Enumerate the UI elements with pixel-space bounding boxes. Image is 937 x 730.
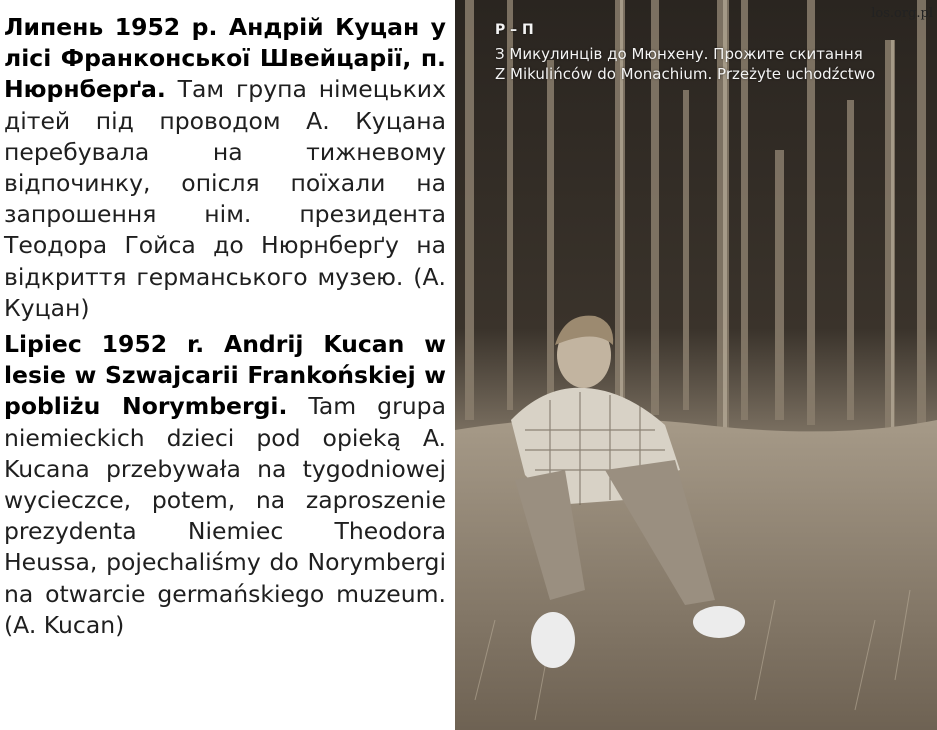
polish-heading: Lipiec 1952 r. Andrij Kucan w lesie w Szwajcarii Frankońskiej w pobliżu Norymbergi. [4,330,446,421]
ukrainian-paragraph [4,12,446,324]
forest-photo-image [455,0,937,730]
watermark: los.org.pl [871,6,933,21]
polish-body: Tam grupa niemieckich dzieci pod opieką A. Kucana przebywała na tygodniowej wycieczce, potem, na zaproszenie prezydenta Niemiec Theodora Heussa, pojechaliśmy do Norymbergi na otwarcie germańskiego muzeum. (A. Kucan) [4,392,446,639]
ukrainian-heading: Липень 1952 р. Андрій Куцан у лісі Франконської Швейцарії, п. Нюрнберґа. [4,13,446,104]
caption-code: Р – П [495,22,534,38]
text-column [4,12,446,641]
archival-photo [455,0,937,730]
photo-caption [495,20,875,85]
polish-paragraph [4,329,446,641]
ukrainian-body: Там група німецьких дітей під проводом А. Куцана перебувала на тижневому відпочинку, опісля поїхали на запрошення нім. президента Теодора Гойса до Нюрнберґу на відкриття германського музею. (А. Куцан) [4,75,446,322]
caption-line-polish: Z Mikulińców do Monachium. Przeżyte uchodźctwo [495,65,876,83]
caption-line-ukrainian: З Микулинців до Мюнхену. Прожите скитання [495,44,863,63]
